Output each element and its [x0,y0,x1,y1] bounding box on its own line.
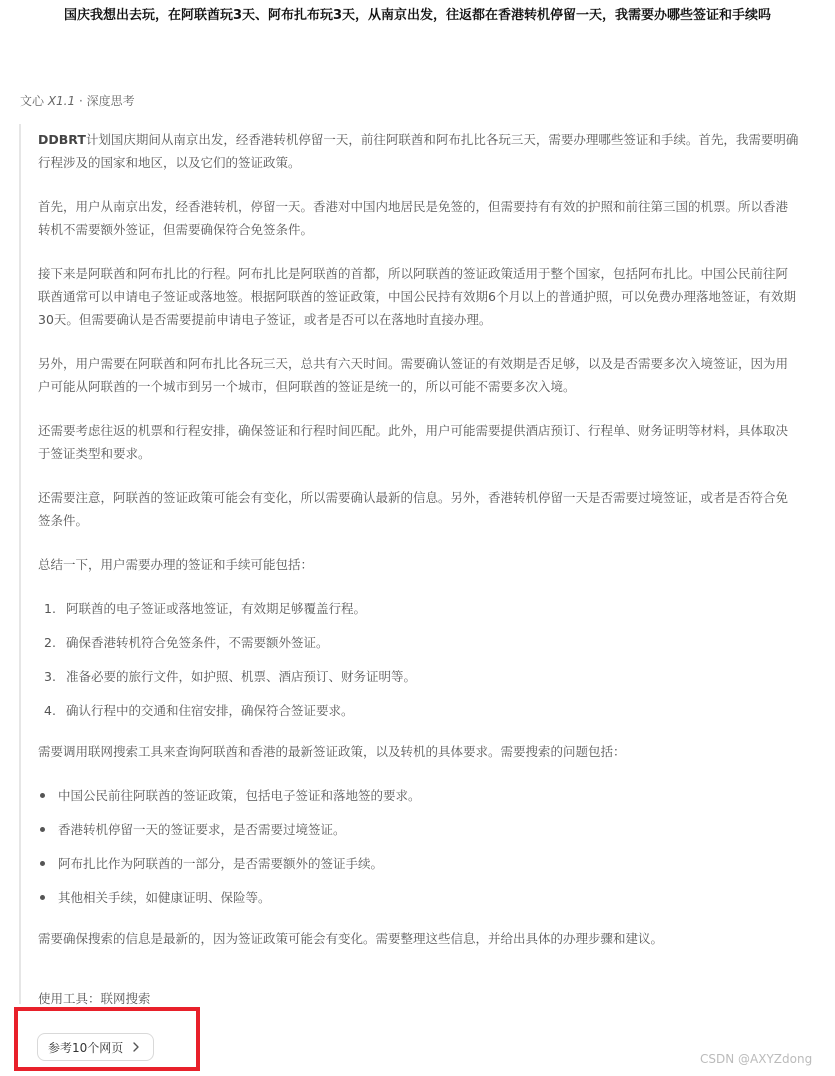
question-text: 国庆我想出去玩，在阿联酋玩3天、阿布扎布玩3天，从南京出发，往返都在香港转机停留一天，我需要办哪些签证和手续吗 [63,8,772,23]
thinking-paragraph [38,128,800,174]
list-item-text: 香港转机停留一天的签证要求，是否需要过境签证。 [58,822,346,837]
list-item [38,699,800,722]
thinking-paragraph: 还需要考虑往返的机票和行程安排，确保签证和行程时间匹配。此外，用户可能需要提供酒店预订、行程单、财务证明等材料，具体取决于签证类型和要求。 [38,423,789,461]
list-item [38,631,800,654]
list-number: 1. [44,601,56,616]
list-item [38,597,800,620]
list-item [38,818,800,841]
bullet-icon [40,861,45,866]
list-number: 2. [44,635,56,650]
thinking-paragraph: 另外，用户需要在阿联酋和阿布扎比各玩三天，总共有六天时间。需要确认签证的有效期是否足够，以及是否需要多次入境签证，因为用户可能从阿联酋的一个城市到另一个城市，但阿联酋的签证是统一的，所以可能不需要多次入境。 [38,356,789,394]
bullet-icon [40,793,45,798]
model-mode: · 深度思考 [75,94,135,108]
model-label [20,92,135,110]
thinking-paragraph: 接下来是阿联酋和阿布扎比的行程。阿布扎比是阿联酋的首都，所以阿联酋的签证政策适用于整个国家，包括阿布扎比。中国公民前往阿联酋通常可以申请电子签证或落地签。根据阿联酋的签证政策，中国公民持有效期6个月以上的普通护照，可以免费办理落地签证，有效期30天。但需要确认是否需要提前申请电子签证，或者是否可以在落地时直接办理。 [38,266,796,327]
thinking-content [38,128,800,971]
list-item-text: 其他相关手续，如健康证明、保险等。 [58,890,271,905]
thinking-text: 计划国庆期间从南京出发，经香港转机停留一天，前往阿联酋和阿布扎比各玩三天，需要办理哪些签证和手续。首先，我需要明确行程涉及的国家和地区，以及它们的签证政策。 [38,132,799,170]
search-questions-list [38,784,800,909]
bullet-icon [40,895,45,900]
model-name: X1.1 [47,94,76,108]
bullet-icon [40,827,45,832]
list-item-text: 准备必要的旅行文件，如护照、机票、酒店预订、财务证明等。 [66,669,417,684]
thinking-paragraph: 需要调用联网搜索工具来查询阿联酋和香港的最新签证政策，以及转机的具体要求。需要搜索的问题包括： [38,744,626,759]
summary-list [38,597,800,722]
user-name: DDBRT [38,132,86,147]
list-item-text: 阿布扎比作为阿联酋的一部分，是否需要额外的签证手续。 [58,856,384,871]
list-item-text: 中国公民前往阿联酋的签证政策，包括电子签证和落地签的要求。 [58,788,421,803]
list-item-text: 阿联酋的电子签证或落地签证，有效期足够覆盖行程。 [66,601,367,616]
tool-usage-text: 使用工具：联网搜索 [38,991,151,1006]
highlight-annotation-box [14,1007,200,1071]
list-item [38,784,800,807]
list-number: 3. [44,669,56,684]
references-label: 参考10个网页 [48,1041,124,1055]
list-item [38,852,800,875]
thinking-divider [19,124,21,1004]
thinking-paragraph: 总结一下，用户需要办理的签证和手续可能包括： [38,557,314,572]
list-item [38,665,800,688]
list-number: 4. [44,703,56,718]
watermark: CSDN @AXYZdong [700,1052,813,1066]
list-item-text: 确保香港转机符合免签条件，不需要额外签证。 [66,635,329,650]
thinking-paragraph: 首先，用户从南京出发，经香港转机，停留一天。香港对中国内地居民是免签的，但需要持有有效的护照和前往第三国的机票。所以香港转机不需要额外签证，但需要确保符合免签条件。 [38,199,789,237]
model-brand: 文心 [20,94,48,108]
list-item-text: 确认行程中的交通和住宿安排，确保符合签证要求。 [66,703,354,718]
list-item [38,886,800,909]
thinking-paragraph: 需要确保搜索的信息是最新的，因为签证政策可能会有变化。需要整理这些信息，并给出具体的办理步骤和建议。 [38,931,664,946]
thinking-paragraph: 还需要注意，阿联酋的签证政策可能会有变化，所以需要确认最新的信息。另外，香港转机停留一天是否需要过境签证，或者是否符合免签条件。 [38,490,789,528]
